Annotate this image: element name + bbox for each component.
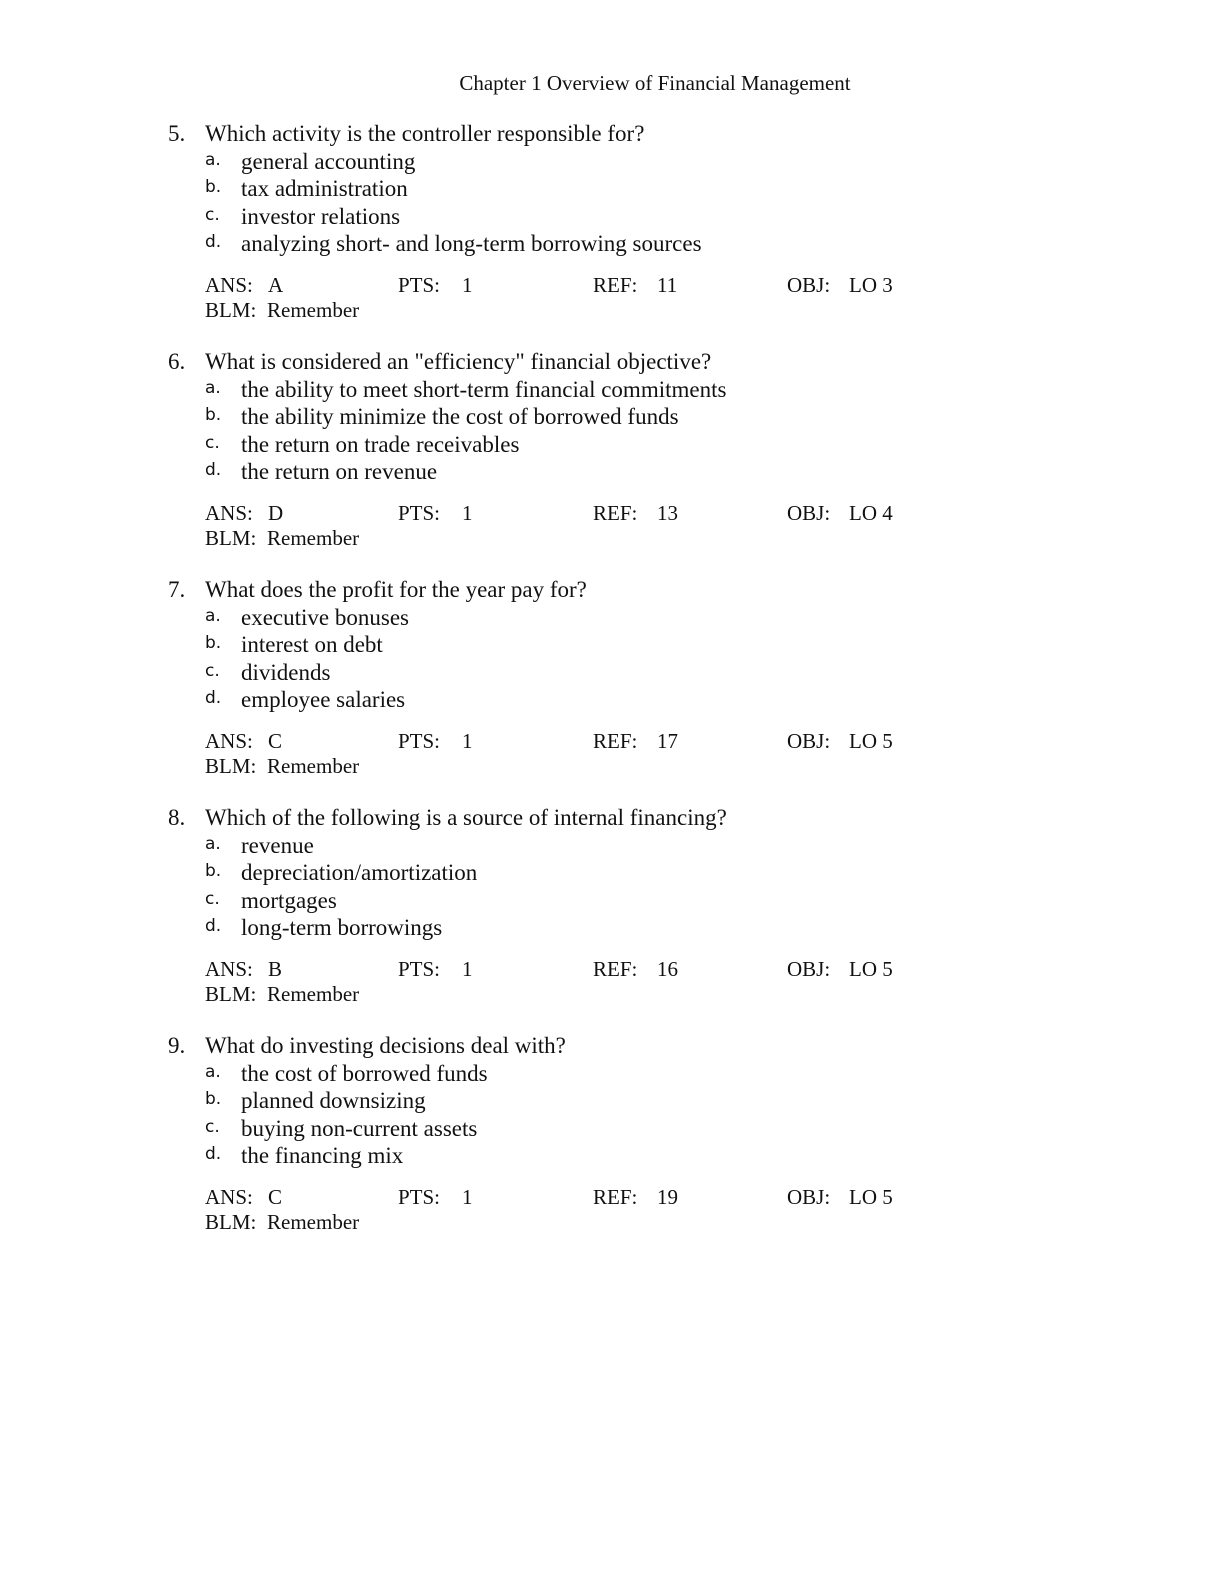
ref-label: REF: bbox=[593, 1185, 638, 1209]
option-text: depreciation/amortization bbox=[241, 860, 478, 886]
pts-value: 1 bbox=[462, 1185, 473, 1209]
ref-value: 19 bbox=[657, 1185, 678, 1209]
option-text: revenue bbox=[241, 833, 314, 858]
option-text: mortgages bbox=[241, 887, 337, 913]
option-letter: a. bbox=[205, 834, 221, 854]
option-letter: c. bbox=[205, 432, 220, 453]
question-number: 9. bbox=[168, 1033, 186, 1058]
option-letter: d. bbox=[205, 915, 222, 936]
option-letter: b. bbox=[205, 177, 222, 198]
option-text: long-term borrowings bbox=[241, 914, 443, 940]
option-letter: c. bbox=[205, 1116, 220, 1137]
ref-value: 11 bbox=[657, 273, 678, 297]
ans-value: B bbox=[268, 957, 283, 981]
ans-value: A bbox=[268, 273, 284, 297]
option-text: tax administration bbox=[241, 176, 408, 202]
pts-label: PTS: bbox=[398, 1185, 441, 1209]
ans-label: ANS: bbox=[205, 273, 253, 297]
ans-label: ANS: bbox=[205, 729, 253, 753]
pts-value: 1 bbox=[462, 729, 473, 753]
ref-value: 16 bbox=[657, 957, 678, 981]
blm-value: Remember bbox=[267, 526, 360, 550]
obj-value: LO 4 bbox=[849, 501, 893, 525]
ref-label: REF: bbox=[593, 729, 638, 753]
pts-value: 1 bbox=[462, 957, 473, 981]
obj-value: LO 5 bbox=[849, 1185, 893, 1209]
obj-label: OBJ: bbox=[787, 1185, 831, 1209]
option-letter: b. bbox=[205, 405, 222, 426]
ref-label: REF: bbox=[593, 273, 638, 297]
blm-label: BLM: bbox=[205, 526, 257, 550]
blm-value: Remember bbox=[267, 754, 360, 778]
option-letter: b. bbox=[205, 861, 222, 882]
option-text: investor relations bbox=[241, 203, 401, 229]
option-text: general accounting bbox=[241, 149, 416, 174]
pts-value: 1 bbox=[462, 273, 473, 297]
obj-label: OBJ: bbox=[787, 729, 831, 753]
option-letter: a. bbox=[205, 1062, 221, 1082]
ref-value: 17 bbox=[657, 729, 678, 753]
option-letter: d. bbox=[205, 231, 222, 252]
option-text: the cost of borrowed funds bbox=[241, 1061, 488, 1086]
ans-label: ANS: bbox=[205, 957, 253, 981]
question-list bbox=[168, 120, 1068, 1260]
pts-label: PTS: bbox=[398, 273, 441, 297]
question-text: What do investing decisions deal with? bbox=[205, 1033, 566, 1058]
blm-value: Remember bbox=[267, 1210, 360, 1234]
option-text: dividends bbox=[241, 659, 331, 685]
ans-value: C bbox=[268, 1185, 283, 1209]
option-text: the financing mix bbox=[241, 1142, 404, 1168]
blm-label: BLM: bbox=[205, 298, 257, 322]
blm-value: Remember bbox=[267, 298, 360, 322]
option-letter: a. bbox=[205, 150, 221, 170]
ans-value: C bbox=[268, 729, 283, 753]
option-letter: c. bbox=[205, 888, 220, 909]
ref-value: 13 bbox=[657, 501, 678, 525]
question-text: What is considered an "efficiency" financial objective? bbox=[205, 349, 712, 374]
question-block bbox=[168, 120, 1068, 348]
option-text: interest on debt bbox=[241, 632, 383, 658]
obj-value: LO 3 bbox=[849, 273, 893, 297]
ans-value: D bbox=[268, 501, 284, 525]
pts-label: PTS: bbox=[398, 957, 441, 981]
obj-label: OBJ: bbox=[787, 501, 831, 525]
option-text: buying non-current assets bbox=[241, 1115, 478, 1141]
option-letter: a. bbox=[205, 378, 221, 398]
option-letter: c. bbox=[205, 660, 220, 681]
obj-value: LO 5 bbox=[849, 729, 893, 753]
question-block bbox=[168, 348, 1068, 576]
obj-value: LO 5 bbox=[849, 957, 893, 981]
blm-label: BLM: bbox=[205, 754, 257, 778]
question-text: Which activity is the controller responsible for? bbox=[205, 121, 645, 146]
blm-label: BLM: bbox=[205, 1210, 257, 1234]
option-text: employee salaries bbox=[241, 686, 406, 712]
option-letter: a. bbox=[205, 606, 221, 626]
option-letter: d. bbox=[205, 459, 222, 480]
question-block bbox=[168, 1032, 1068, 1260]
ref-label: REF: bbox=[593, 957, 638, 981]
option-text: the return on revenue bbox=[241, 458, 438, 484]
question-number: 7. bbox=[168, 577, 186, 602]
pts-label: PTS: bbox=[398, 501, 441, 525]
option-text: planned downsizing bbox=[241, 1088, 426, 1114]
obj-label: OBJ: bbox=[787, 957, 831, 981]
question-number: 6. bbox=[168, 349, 186, 374]
question-block bbox=[168, 576, 1068, 804]
ref-label: REF: bbox=[593, 501, 638, 525]
ans-label: ANS: bbox=[205, 1185, 253, 1209]
question-text: What does the profit for the year pay for? bbox=[205, 577, 587, 602]
option-letter: d. bbox=[205, 687, 222, 708]
option-text: the ability minimize the cost of borrowed funds bbox=[241, 404, 679, 430]
option-letter: b. bbox=[205, 633, 222, 654]
blm-label: BLM: bbox=[205, 982, 257, 1006]
option-text: the ability to meet short-term financial commitments bbox=[241, 377, 727, 402]
option-letter: d. bbox=[205, 1143, 222, 1164]
ans-label: ANS: bbox=[205, 501, 253, 525]
question-text: Which of the following is a source of internal financing? bbox=[205, 805, 727, 830]
page-header: Chapter 1 Overview of Financial Management bbox=[459, 71, 851, 95]
question-number: 5. bbox=[168, 121, 186, 146]
pts-value: 1 bbox=[462, 501, 473, 525]
pts-label: PTS: bbox=[398, 729, 441, 753]
blm-value: Remember bbox=[267, 982, 360, 1006]
option-letter: b. bbox=[205, 1089, 222, 1110]
question-block bbox=[168, 804, 1068, 1032]
option-text: executive bonuses bbox=[241, 605, 409, 630]
option-letter: c. bbox=[205, 204, 220, 225]
obj-label: OBJ: bbox=[787, 273, 831, 297]
question-number: 8. bbox=[168, 805, 186, 830]
option-text: the return on trade receivables bbox=[241, 431, 520, 457]
option-text: analyzing short- and long-term borrowing sources bbox=[241, 230, 702, 256]
